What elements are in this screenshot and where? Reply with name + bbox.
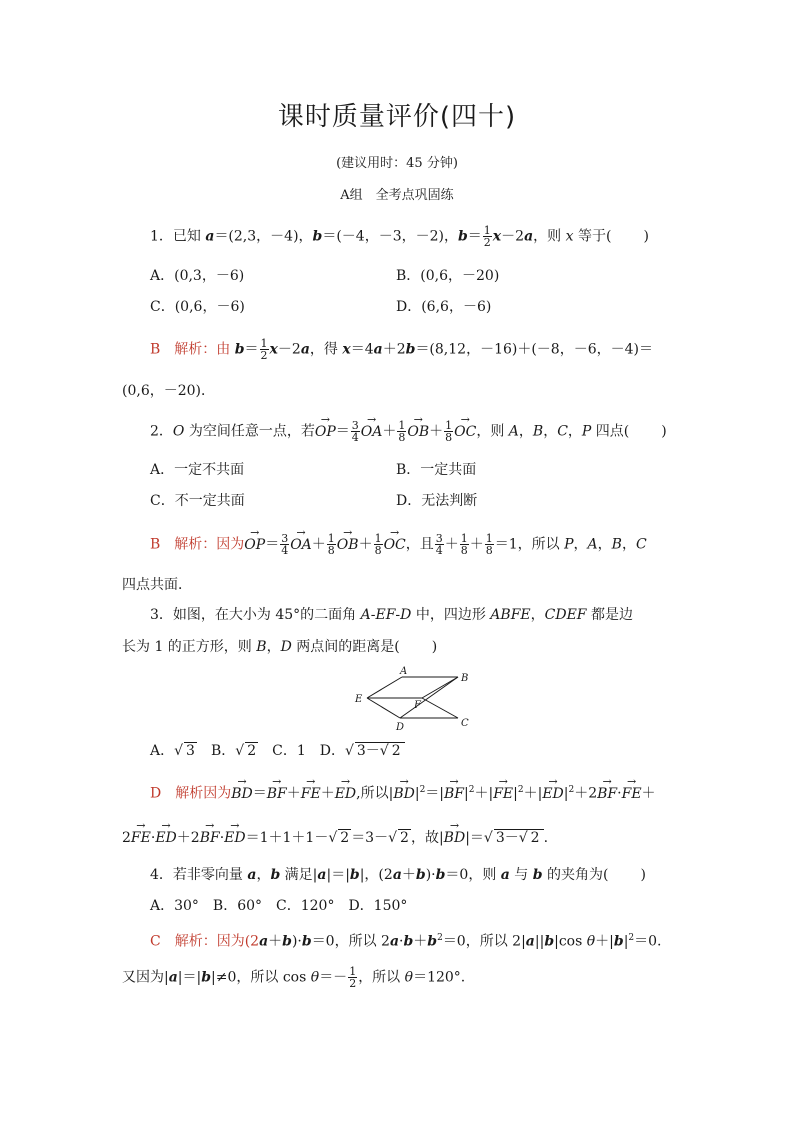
q2-explanation: B 解析：因为→ OP＝ $\frac{3}{4}$ → OA＋ $\frac{1}{8}$ → OB＋ $\frac{1}{8}$ → OC，且 $\frac{3}{4}$ ＋ $\frac{1}{8}$ ＋ $\frac{1}{8}$ ＝1，所以 P，A，B，C	[150, 533, 647, 556]
edge-CF	[422, 698, 458, 718]
q3-stem-line2: 长为 1 的正方形，则 B，D 两点间的距离是( )	[122, 639, 438, 655]
q4-options: A．30° B．60° C．120° D．150°	[150, 898, 408, 914]
edge-ED	[367, 698, 400, 718]
label-B: B	[461, 673, 469, 684]
label-F: F	[414, 700, 421, 711]
q1-explanation-line2: (0,6，－20)．	[122, 383, 216, 399]
label-A: A	[400, 666, 408, 677]
fraction: $\frac{1}{2}$	[483, 224, 491, 249]
q1-option-a: A．(0,3，－6)	[150, 268, 245, 284]
edge-EA	[367, 677, 402, 698]
edge-BF	[422, 677, 458, 698]
time-hint: (建议用时：45 分钟)	[336, 156, 458, 171]
q1-option-d: D．(6,6，－6)	[396, 299, 492, 315]
q2-option-a: A．一定不共面	[150, 462, 245, 478]
q3-explanation-line2: 2→ FE·→ ED＋2→ BF·→ ED＝1＋1＋1－√ 2 ＝3－√ 2 ，故|→ BD|＝√ 3－√ 2 .	[122, 828, 548, 848]
dihedral-figure	[350, 664, 480, 734]
q2-explanation-line2: 四点共面．	[122, 577, 192, 593]
fraction: $\frac{1}{2}$	[260, 337, 268, 362]
q4-explanation-line2: 又因为|a|＝|b|≠0，所以 cos θ＝－ $\frac{1}{2}$ ，所以 θ＝120°.	[122, 965, 466, 990]
q4-explanation: C 解析：因为(2a＋b)·b＝0，所以 $2a\cdot b+b^2=0$，所以 2|a||b|cos $\theta+|b|^2=0$.	[150, 933, 662, 950]
q3-options: A．√ 3 B．√ 2 C．1 D．√ 3－√ 2	[150, 741, 405, 761]
q3-stem: 3．如图，在大小为 45°的二面角 A-EF-D 中，四边形 ABFE，CDEF 都是边	[150, 607, 633, 623]
page-title: 课时质量评价(四十)	[277, 102, 517, 132]
q2-option-b: B．一定共面	[396, 462, 477, 478]
group-heading: A组 全考点巩固练	[340, 188, 454, 203]
q1-option-c: C．(0,6，－6)	[150, 299, 245, 315]
q1-stem: 1．已知 a＝(2,3，－4)，b＝(－4，－3，－2)，b＝ $\frac{1}{2}$ x－2a，则 x 等于( )	[150, 224, 649, 249]
label-D: D	[396, 722, 405, 733]
q1-option-b: B．(0,6，－20)	[396, 268, 500, 284]
label-E: E	[355, 694, 363, 705]
q3-explanation: D 解析因为→ BD＝→ BF＋→ FE＋→ ED,所以|→ $BD|^2=|\to BF|^2+|\to FE|^2+|\to ED|^2+2\to BF\cdot\to FE+$	[150, 780, 656, 804]
q1-explanation: B 解析：由 b＝ $\frac{1}{2}$ x－2a，得 x＝4a＋2b＝(8,12，－16)＋(－8，－6，－4)＝	[150, 337, 653, 362]
label-C: C	[461, 718, 469, 729]
q2-option-c: C．不一定共面	[150, 493, 245, 509]
q2-option-d: D．无法判断	[396, 493, 478, 509]
q4-stem: 4．若非零向量 a，b 满足|a|＝|b|，(2a＋b)·b＝0，则 a 与 b 的夹角为( )	[150, 867, 646, 883]
answer-letter: B	[150, 341, 161, 358]
q2-stem: 2．O 为空间任意一点，若→ OP＝ $\frac{3}{4}$ → OA＋ $\frac{1}{8}$ → OB＋ $\frac{1}{8}$ → OC，则 A，B，C，P 四点( )	[150, 420, 667, 443]
